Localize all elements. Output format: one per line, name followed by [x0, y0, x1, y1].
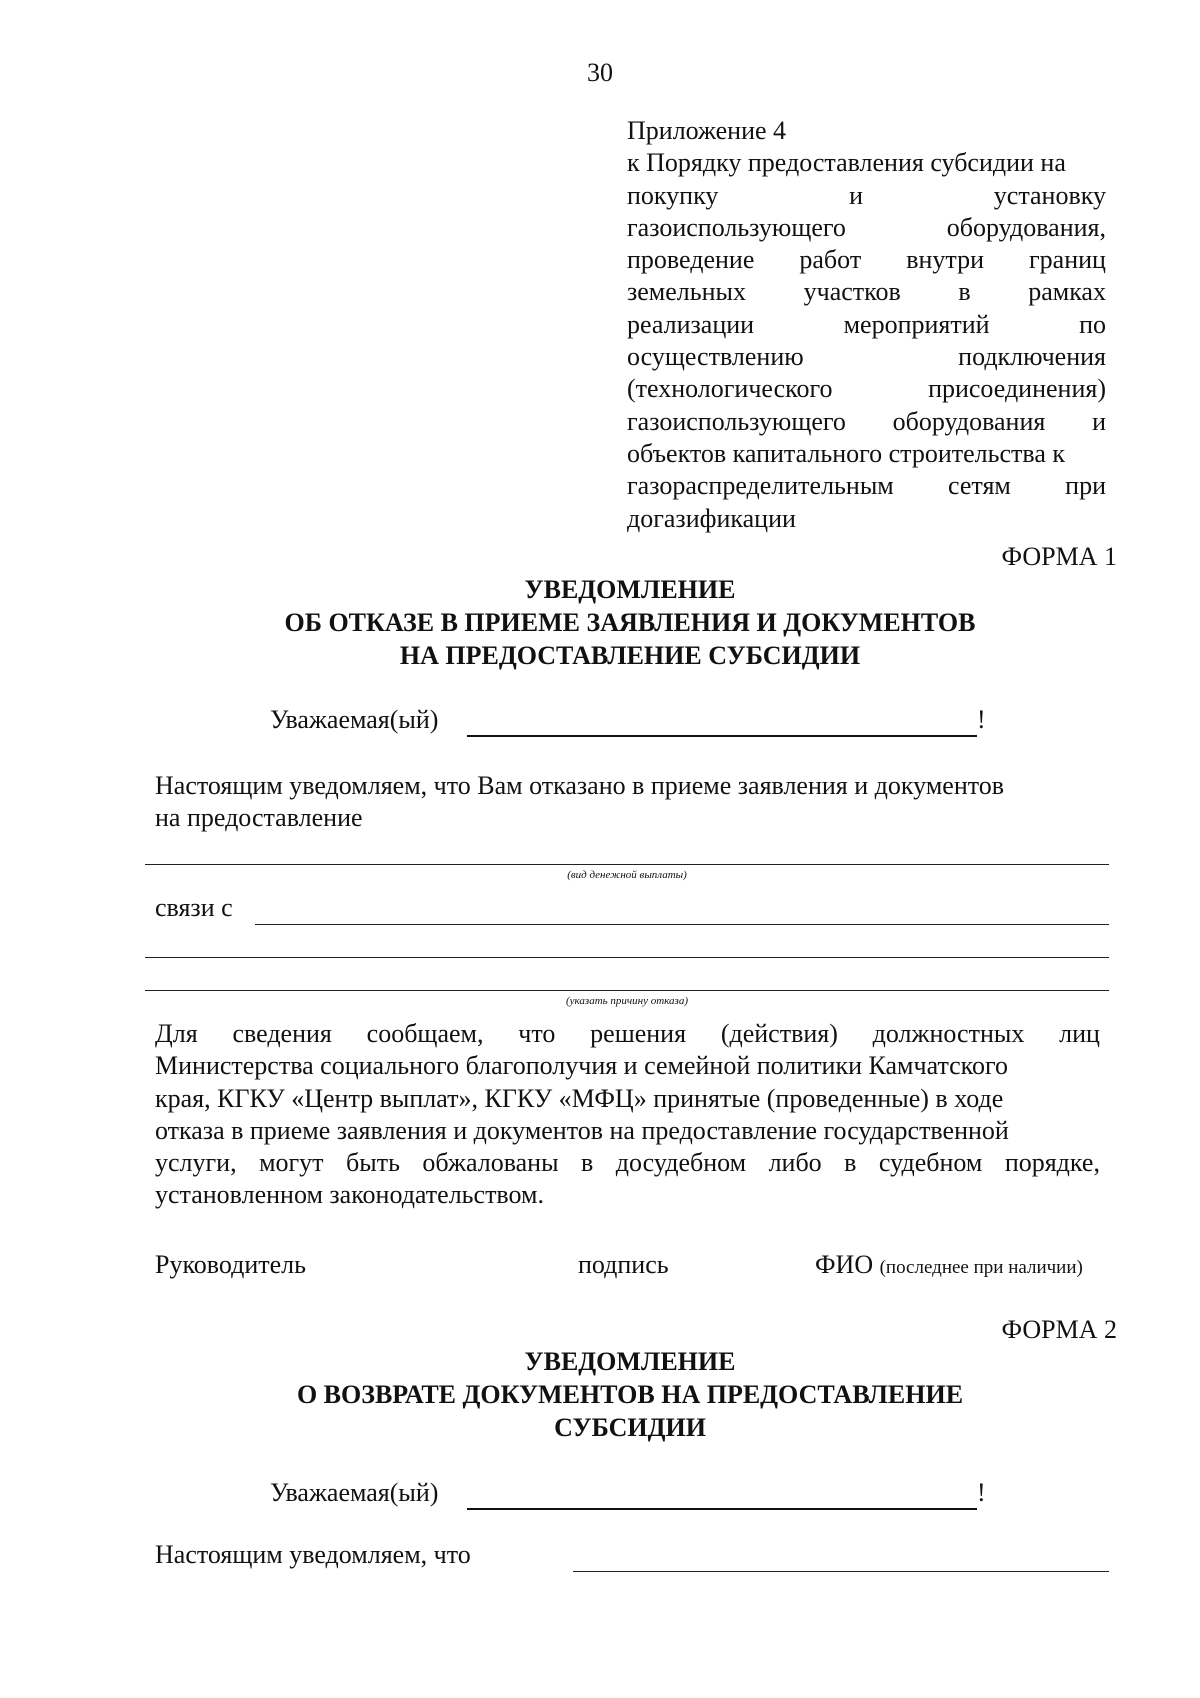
appeal-info-line [155, 1147, 1100, 1179]
appendix-line [627, 276, 1106, 308]
form-2-title-line: СУБСИДИИ [554, 1413, 706, 1442]
appeal-info-line-word: сведения [232, 1019, 332, 1048]
appendix-line [627, 147, 1106, 179]
appendix-reference [627, 115, 1106, 535]
appeal-info-line [155, 1018, 1100, 1050]
appeal-info-line-word: (действия) [720, 1019, 838, 1048]
appendix-line [627, 309, 1106, 341]
appendix-line [627, 180, 1106, 212]
appeal-info-line-word: должностных [872, 1019, 1025, 1048]
appendix-line-word: участков [803, 277, 901, 307]
form-2-title-line: УВЕДОМЛЕНИЕ [524, 1347, 736, 1376]
appendix-line-word: сетям [948, 471, 1011, 501]
form-1-signature-sign: подпись [578, 1250, 669, 1279]
appendix-line-word: газораспределительным [627, 471, 894, 501]
form-2-label: ФОРМА 2 [1001, 1315, 1117, 1344]
appendix-line-word: реализации [627, 309, 755, 339]
appeal-info-line-word: услуги, [155, 1148, 237, 1178]
appendix-line-word: газоиспользующего [627, 406, 846, 436]
appendix-line-word: догазификации [627, 503, 796, 533]
appendix-line [627, 503, 1106, 535]
form-1-notice [155, 770, 1100, 835]
appendix-line-word: внутри [906, 245, 984, 275]
form-2-addressee-field[interactable] [467, 1508, 977, 1510]
appendix-line [627, 244, 1106, 276]
appendix-line [627, 212, 1106, 244]
form-1-notice-line: Настоящим уведомляем, что Вам отказано в приеме заявления и документов [155, 771, 1005, 800]
form-2-title [0, 1345, 1200, 1444]
form-1-payment-type-field[interactable] [145, 864, 1109, 865]
appendix-line-word: (технологического [627, 374, 833, 404]
form-1-signature-name-note: (последнее при наличии) [879, 1257, 1083, 1278]
appendix-line [627, 406, 1106, 438]
form-1-signature-head: Руководитель [155, 1250, 306, 1279]
appendix-line-word: мероприятий [843, 309, 990, 339]
form-1-payment-caption: (вид денежной выплаты) [567, 869, 687, 881]
form-1-addressee-field[interactable] [467, 735, 977, 737]
appendix-line-word: работ [799, 245, 862, 275]
form-1-title-line: ОБ ОТКАЗЕ В ПРИЕМЕ ЗАЯВЛЕНИЯ И ДОКУМЕНТОВ [284, 608, 976, 637]
appeal-info-line-word: могут [259, 1148, 324, 1178]
appendix-line-word: земельных [627, 277, 747, 307]
form-2-greeting: Уважаемая(ый) [270, 1478, 439, 1507]
form-1-reason-caption: (указать причину отказа) [565, 995, 688, 1007]
form-1-title [0, 573, 1200, 672]
appendix-line-word: покупку [627, 180, 719, 210]
appendix-line-word: и [1092, 406, 1106, 436]
form-2-notice-start: Настоящим уведомляем, что [155, 1540, 471, 1569]
appendix-line [627, 115, 1106, 147]
form-2-title-line: О ВОЗВРАТЕ ДОКУМЕНТОВ НА ПРЕДОСТАВЛЕНИЕ [296, 1380, 964, 1409]
appendix-line-word: объектов капитального строительства к [627, 438, 1066, 468]
appeal-info-line-word: края, КГКУ «Центр выплат», КГКУ «МФЦ» принятые (проведенные) в ходе [155, 1083, 1004, 1113]
appendix-line-word: рамках [1028, 277, 1106, 307]
form-1-reason-prefix: связи с [155, 893, 233, 922]
appeal-info-line-word: порядке, [1004, 1148, 1100, 1178]
appeal-info-line-word: либо [768, 1148, 822, 1178]
appeal-info-line-word: лиц [1059, 1019, 1100, 1048]
form-1-reason-field[interactable] [255, 924, 1109, 925]
form-1-label: ФОРМА 1 [1001, 542, 1117, 571]
form-1-notice-line: на предоставление [155, 803, 363, 833]
form-1-reason-field-line-3[interactable] [145, 990, 1109, 991]
appendix-line-word: границ [1029, 245, 1106, 275]
form-1-appeal-info [155, 1018, 1100, 1212]
form-1-exclamation: ! [977, 705, 986, 734]
appendix-line-word: к Порядку предоставления субсидии на [627, 148, 1066, 178]
appeal-info-line-word: в [581, 1148, 594, 1178]
appendix-line [627, 438, 1106, 470]
appeal-info-line-word: установленном законодательством. [155, 1180, 544, 1210]
appendix-line-word: по [1079, 309, 1106, 339]
appeal-info-line-word: что [518, 1019, 556, 1048]
appeal-info-line [155, 1179, 1100, 1211]
appendix-line [627, 341, 1106, 373]
appendix-line-word: и [849, 180, 864, 210]
form-1-greeting: Уважаемая(ый) [270, 705, 439, 734]
appeal-info-line [155, 1083, 1100, 1115]
appeal-info-line-word: судебном [878, 1148, 983, 1178]
form-2-notice-field[interactable] [573, 1571, 1109, 1572]
appeal-info-line [155, 1050, 1100, 1082]
appeal-info-line-word: досудебном [615, 1148, 747, 1178]
appeal-info-line-word: Для [155, 1019, 198, 1048]
appendix-line-word: при [1065, 471, 1106, 501]
appendix-line-word: установку [993, 180, 1106, 210]
form-1-signature-name [815, 1250, 1083, 1280]
appeal-info-line-word: отказа в приеме заявления и документов на предоставление государственной [155, 1115, 1009, 1145]
appeal-info-line-word: обжалованы [422, 1148, 559, 1178]
appendix-line-word: осуществлению [627, 342, 804, 372]
appendix-line-word: оборудования [892, 406, 1046, 436]
appeal-info-line-word: быть [346, 1148, 400, 1178]
appeal-info-line-word: в [844, 1148, 857, 1178]
form-1-reason-field-line-2[interactable] [145, 957, 1109, 958]
form-2-exclamation: ! [977, 1478, 986, 1507]
form-1-title-line: УВЕДОМЛЕНИЕ [524, 575, 736, 604]
appendix-line-word: газоиспользующего [627, 212, 846, 242]
appendix-line [627, 373, 1106, 405]
appeal-info-line-word: решения [590, 1019, 687, 1048]
appendix-line-word: оборудования, [946, 212, 1106, 242]
appendix-line-word: подключения [958, 342, 1106, 372]
form-1-signature-name-label: ФИО [815, 1250, 874, 1279]
appendix-line-word: проведение [627, 245, 755, 275]
form-1-title-line: НА ПРЕДОСТАВЛЕНИЕ СУБСИДИИ [399, 641, 861, 670]
appendix-line-word: Приложение 4 [627, 116, 787, 145]
appeal-info-line-word: сообщаем, [366, 1019, 484, 1048]
appendix-line-word: в [958, 277, 971, 307]
page-number: 30 [587, 58, 613, 87]
appeal-info-line-word: Министерства социального благополучия и семейной политики Камчатского [155, 1051, 1008, 1081]
appeal-info-line [155, 1115, 1100, 1147]
appendix-line [627, 470, 1106, 502]
appendix-line-word: присоединения) [928, 374, 1106, 404]
